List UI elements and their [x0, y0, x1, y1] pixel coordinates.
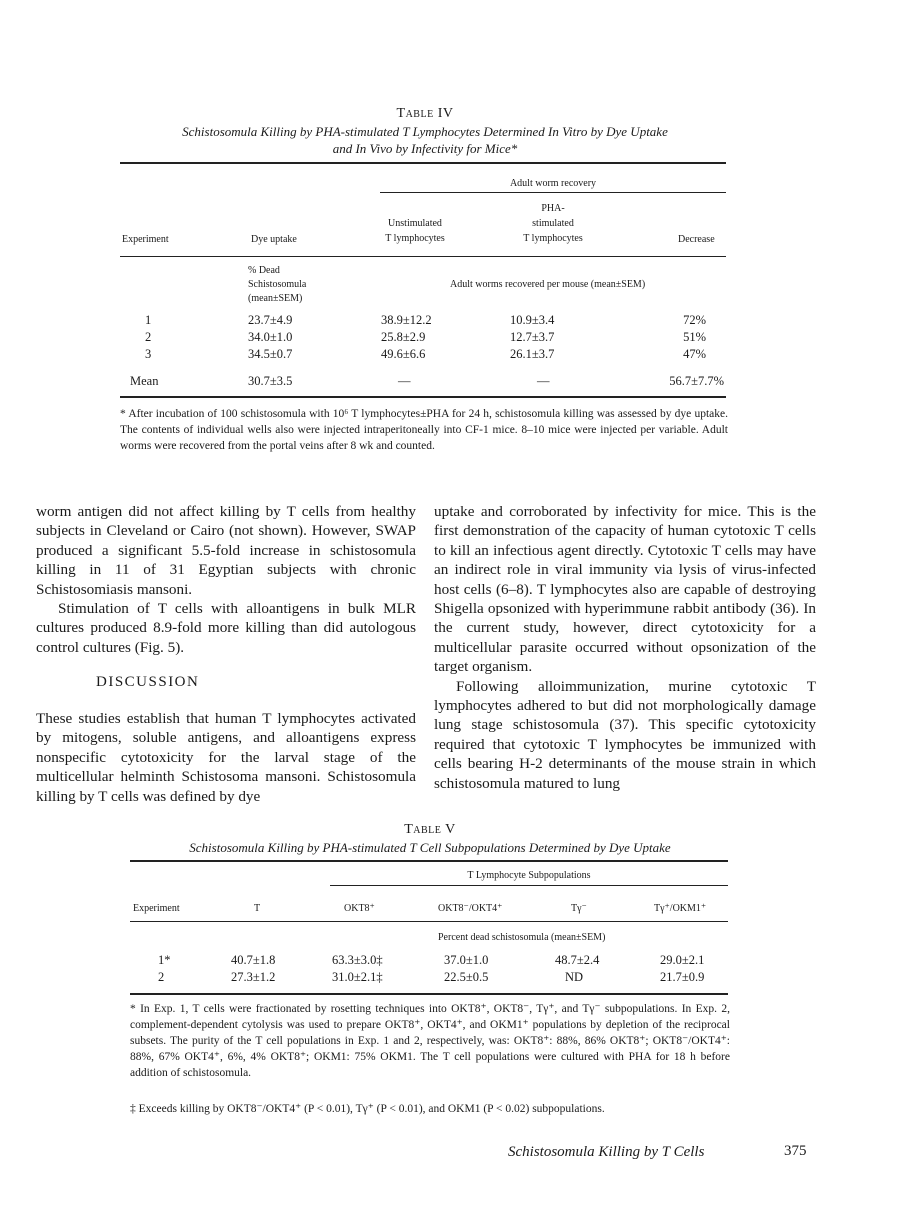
left-column-lower [36, 709, 416, 806]
table4-cell-exp: 1 [145, 313, 152, 327]
table4-cell-pha: 26.1±3.7 [510, 347, 555, 361]
table4-cell-dye: 34.0±1.0 [248, 330, 293, 344]
table5-cell-tgm: 48.7±2.4 [555, 953, 600, 967]
table4-col-pha-1: PHA- [541, 203, 565, 214]
table4-cell-dec: 72% [683, 313, 706, 327]
table5-col-experiment: Experiment [133, 903, 180, 914]
table4-unit-worms: Adult worms recovered per mouse (mean±SEM) [450, 279, 646, 290]
table5-label: Table V [404, 822, 456, 837]
table5-footnote-2: ‡ Exceeds killing by OKT8⁻/OKT4⁺ (P < 0.01), Tγ⁺ (P < 0.01), and OKM1 (P < 0.02) subpopulations. [130, 1103, 605, 1115]
table4-col-experiment: Experiment [122, 234, 169, 245]
table4-top-rule [120, 162, 726, 164]
table5-cell-tgm: ND [565, 970, 584, 984]
table4-cell-unstim: 25.8±2.9 [381, 330, 426, 344]
table4-cell-unstim: 38.9±12.2 [381, 313, 432, 327]
table4-cell-pha: — [537, 374, 550, 388]
table4-cell-dye: 30.7±3.5 [248, 374, 293, 388]
table4-bottom-rule [120, 396, 726, 398]
table4-group-rule [380, 192, 726, 193]
table5-cell-tgp: 21.7±0.9 [660, 970, 705, 984]
right-paragraph-2: Following alloimmunization, murine cytotoxic T lymphocytes adhered to but did not morphologically damage lung stage schistosomula (37). This specific cytotoxicity required that cytotoxic T lymphocytes be immunized with cells bearing H-2 determinants of the mouse strain in which schistosomula matured to lung [434, 677, 816, 792]
discussion-heading: DISCUSSION [96, 674, 200, 690]
table5-cell-okt8m: 37.0±1.0 [444, 953, 489, 967]
table4-col-unstim-1: Unstimulated [388, 218, 442, 229]
table4-cell-exp: 3 [145, 347, 152, 361]
table4-cell-exp: 2 [145, 330, 152, 344]
table5-bottom-rule [130, 993, 728, 995]
table4-unit-dye-1: % Dead [248, 265, 280, 276]
table5-col-tgp-okm1: Tγ⁺/OKM1⁺ [654, 903, 707, 914]
table5-col-okt8m-okt4p: OKT8⁻/OKT4⁺ [438, 903, 503, 914]
table4-col-pha-2: stimulated [532, 218, 574, 229]
table5-cell-tgp: 29.0±2.1 [660, 953, 705, 967]
table5-caption: Schistosomula Killing by PHA-stimulated T Cell Subpopulations Determined by Dye Uptake [189, 840, 671, 855]
left-column [36, 502, 416, 657]
page-number: 375 [784, 1143, 807, 1159]
table5-cell-exp: 1* [158, 953, 171, 967]
table4-cell-dye: 23.7±4.9 [248, 313, 293, 327]
table5-group-header: T Lymphocyte Subpopulations [467, 870, 591, 881]
table5-cell-t: 40.7±1.8 [231, 953, 276, 967]
table5-cell-okt8p: 63.3±3.0‡ [332, 953, 383, 967]
table4-col-dye: Dye uptake [251, 234, 297, 245]
right-paragraph-1: uptake and corroborated by infectivity for mice. This is the first demonstration of the capacity of human cytotoxic T cells to kill an infectious agent directly. Cytotoxic T cells may have an indirect role in viral immunity via lysis of virus-infected host cells (6–8). T lymphocytes also are capable of destroying Shigella opsonized with hyperimmune rabbit antibody (36). In the current study, however, direct cytotoxicity for a multicellular parasite occurred without opsonization of the target organism. [434, 503, 816, 676]
table5-cell-okt8m: 22.5±0.5 [444, 970, 489, 984]
table5-top-rule [130, 860, 728, 862]
table5-cell-okt8p: 31.0±2.1‡ [332, 970, 383, 984]
left-paragraph-3: These studies establish that human T lymphocytes activated by mitogens, soluble antigens, and alloantigens express nonspecific cytotoxicity for the larval stage of the multicellular helminth Schistosoma mansoni. Schistosomula killing by T cells was defined by dye [36, 710, 416, 805]
left-paragraph-2: Stimulation of T cells with alloantigens in bulk MLR cultures produced 8.9-fold more killing than did autologous control cultures (Fig. 5). [36, 600, 416, 656]
table5-footnote-1: * In Exp. 1, T cells were fractionated by rosetting techniques into OKT8⁺, OKT8⁻, Tγ⁺, and Tγ⁻ subpopulations. In Exp. 2, complement-dependent cytolysis was used to prepare OKT8⁺, OKT4⁺, and OKM1⁺ populations by depletion of the reciprocal subsets. The purity of the T cell populations in Exp. 1 and 2, respectively, was: OKT8⁺: 88%, 86% OKT8⁺; OKT8⁻/OKT4⁺: 88%, 67% OKT4⁺, 6%, 4% OKT8⁺; OKM1: 75% OKM1. The T cell populations were cultured with PHA for 18 h before addition of schistosomula. [130, 1003, 730, 1079]
table4-group-header: Adult worm recovery [509, 178, 597, 189]
running-title: Schistosomula Killing by T Cells [508, 1144, 705, 1160]
table4-cell-pha: 12.7±3.7 [510, 330, 555, 344]
table5-col-tgm: Tγ⁻ [571, 903, 587, 914]
table4-header-rule [120, 256, 726, 257]
table4-unit-dye-3: (mean±SEM) [248, 293, 303, 304]
table4-col-unstim-2: T lymphocytes [385, 233, 445, 244]
table4-cell-dec: 56.7±7.7% [669, 374, 724, 388]
table4-cell-dye: 34.5±0.7 [248, 347, 293, 361]
table5-col-t: T [254, 903, 261, 914]
table4-unit-dye-2: Schistosomula [248, 279, 307, 290]
table5-cell-exp: 2 [158, 970, 165, 984]
table4-cell-dec: 47% [683, 347, 706, 361]
table4-cell-unstim: — [398, 374, 411, 388]
table4-footnote: * After incubation of 100 schistosomula with 10⁶ T lymphocytes±PHA for 24 h, schistosomula killing was assessed by dye uptake. The contents of individual wells also were injected intraperitoneally into CF-1 mice. 8–10 mice were injected per variable. Adult worms were recovered from the portal veins after 8 wk and counted. [120, 408, 728, 452]
table4-cell-unstim: 49.6±6.6 [381, 347, 426, 361]
table4-caption-line2: and In Vivo by Infectivity for Mice* [332, 141, 518, 156]
right-column [434, 502, 816, 793]
table4-cell-pha: 10.9±3.4 [510, 313, 555, 327]
table5-group-rule [330, 885, 728, 886]
table4-col-decrease: Decrease [678, 234, 715, 245]
table5-cell-t: 27.3±1.2 [231, 970, 276, 984]
table5-header-rule [130, 921, 728, 922]
table4-col-pha-3: T lymphocytes [523, 233, 583, 244]
left-paragraph-1: worm antigen did not affect killing by T cells from healthy subjects in Cleveland or Cairo (not shown). However, SWAP produced a significant 5.5-fold increase in schistosomula killing in 11 of 31 Egyptian subjects with chronic Schistosomiasis mansoni. [36, 503, 416, 598]
table4-cell-dec: 51% [683, 330, 706, 344]
table4-label: Table IV [396, 106, 454, 121]
table4-caption-line1: Schistosomula Killing by PHA-stimulated T Lymphocytes Determined In Vitro by Dye Uptake [182, 124, 668, 139]
table5-col-okt8p: OKT8⁺ [344, 903, 375, 914]
table4-cell-exp: Mean [130, 374, 159, 388]
table5-unit: Percent dead schistosomula (mean±SEM) [438, 932, 606, 943]
